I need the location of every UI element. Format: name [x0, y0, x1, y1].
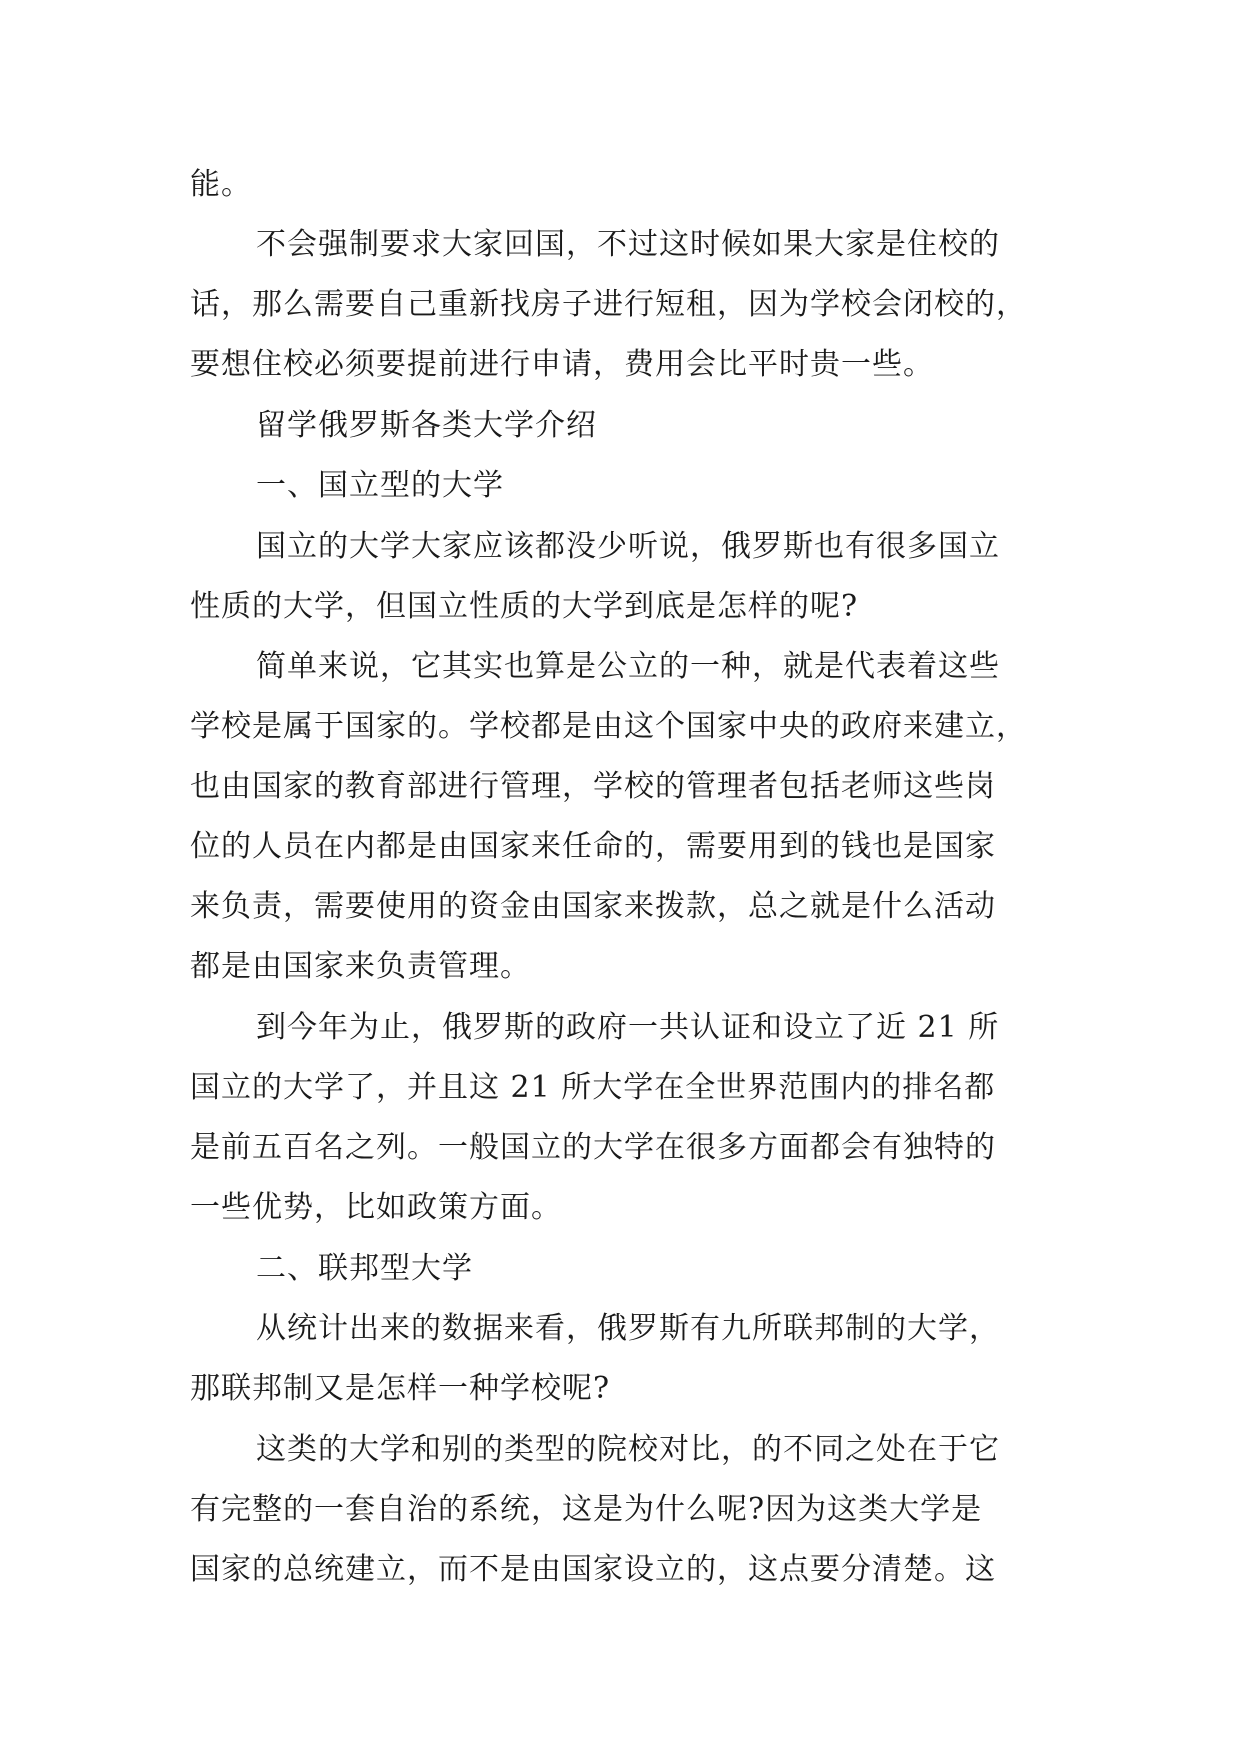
- section-heading: 留学俄罗斯各类大学介绍: [256, 408, 597, 443]
- text-line: 能。: [190, 167, 252, 202]
- text-line: 那联邦制又是怎样一种学校呢?: [190, 1371, 611, 1406]
- text-line: 从统计出来的数据来看，俄罗斯有九所联邦制的大学，: [256, 1311, 1000, 1346]
- text-line: 国家的总统建立，而不是由国家设立的，这点要分清楚。这: [190, 1552, 996, 1587]
- text-line: 国立的大学了，并且这 21 所大学在全世界范围内的排名都: [190, 1070, 996, 1105]
- text-line: 不会强制要求大家回国，不过这时候如果大家是住校的: [256, 227, 1000, 262]
- text-line: 国立的大学大家应该都没少听说，俄罗斯也有很多国立: [256, 529, 1000, 564]
- section-heading: 一、国立型的大学: [256, 468, 504, 503]
- text-line: 来负责，需要使用的资金由国家来拨款，总之就是什么活动: [190, 889, 996, 924]
- text-line: 是前五百名之列。一般国立的大学在很多方面都会有独特的: [190, 1130, 996, 1165]
- text-line: 这类的大学和别的类型的院校对比，的不同之处在于它: [256, 1432, 1000, 1467]
- text-line: 有完整的一套自治的系统，这是为什么呢?因为这类大学是: [190, 1492, 983, 1527]
- text-line: 要想住校必须要提前进行申请，费用会比平时贵一些。: [190, 347, 934, 382]
- text-line: 位的人员在内都是由国家来任命的，需要用到的钱也是国家: [190, 829, 996, 864]
- text-line: 也由国家的教育部进行管理，学校的管理者包括老师这些岗: [190, 769, 996, 804]
- text-line: 简单来说，它其实也算是公立的一种，就是代表着这些: [256, 649, 1000, 684]
- text-line: 到今年为止，俄罗斯的政府一共认证和设立了近 21 所: [256, 1010, 1000, 1045]
- text-line: 话，那么需要自己重新找房子进行短租，因为学校会闭校的，: [190, 287, 1027, 322]
- text-line: 性质的大学，但国立性质的大学到底是怎样的呢?: [190, 589, 859, 624]
- text-line: 都是由国家来负责管理。: [190, 949, 531, 984]
- text-line: 学校是属于国家的。学校都是由这个国家中央的政府来建立，: [190, 709, 1027, 744]
- section-heading: 二、联邦型大学: [256, 1251, 473, 1286]
- text-line: 一些优势，比如政策方面。: [190, 1190, 562, 1225]
